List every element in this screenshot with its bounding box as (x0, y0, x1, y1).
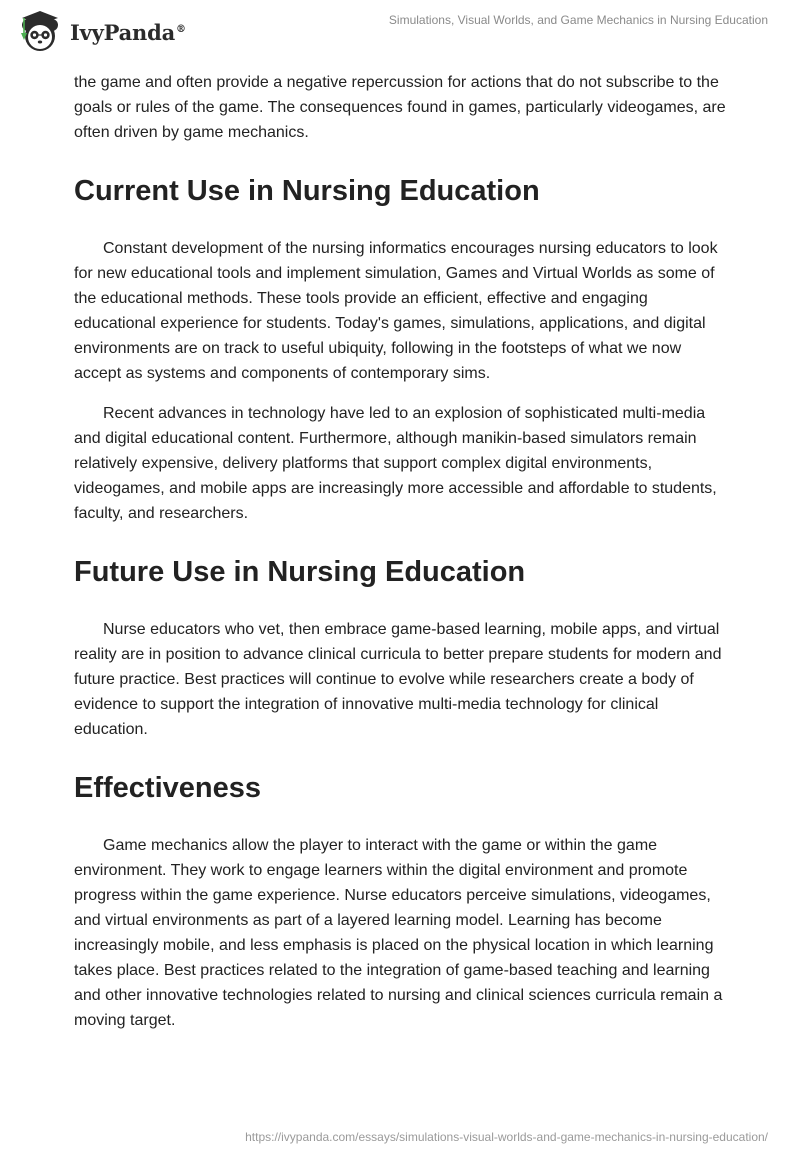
source-url[interactable]: https://ivypanda.com/essays/simulations-visual-worlds-and-game-mechanics-in-nursing-education/ (245, 1130, 768, 1144)
panda-graduate-icon (16, 9, 64, 55)
essay-body (74, 70, 729, 1048)
section-heading-current-use: Current Use in Nursing Education (74, 175, 540, 207)
section-paragraph: Game mechanics allow the player to interact with the game or within the game environment. They work to engage learners within the digital environment and promote progress within the game experience. Nurse educators perceive simulations, videogames, and virtual environments as part of a layered learning model. Learning has become increasingly mobile, and less emphasis is placed on the physical location in which learning takes place. Best practices related to the integration of game-based teaching and learning and other innovative technologies related to nursing and clinical sciences curricula remain a moving target. (74, 837, 723, 1029)
section-paragraph: Recent advances in technology have led to an explosion of sophisticated multi-media and digital educational content. Furthermore, although manikin-based simulators remain relatively expensive, delivery platforms that support complex digital environments, videogames, and mobile apps are increasingly more accessible and affordable to students, faculty, and researchers. (74, 405, 717, 522)
ivypanda-logo[interactable] (16, 8, 186, 56)
section-heading-future-use: Future Use in Nursing Education (74, 556, 526, 588)
brand-name: IvyPanda® (70, 19, 186, 45)
section-heading-effectiveness: Effectiveness (74, 772, 261, 804)
intro-paragraph: the game and often provide a negative repercussion for actions that do not subscribe to the goals or rules of the game. The consequences found in games, particularly videogames, are often driven by game mechanics. (74, 74, 726, 141)
document-title: Simulations, Visual Worlds, and Game Mechanics in Nursing Education (388, 13, 768, 27)
section-paragraph: Constant development of the nursing informatics encourages nursing educators to look for new educational tools and implement simulation, Games and Virtual Worlds as some of the educational methods. These tools provide an efficient, effective and engaging educational experience for students. Today's games, simulations, applications, and digital environments are on track to useful ubiquity, following in the footsteps of what we now accept as systems and components of contemporary sims. (74, 240, 718, 382)
section-paragraph: Nurse educators who vet, then embrace game-based learning, mobile apps, and virtual reality are in position to advance clinical curricula to better prepare students for modern and future practice. Best practices will continue to evolve while researchers create a body of evidence to support the integration of innovative multi-media technology for clinical education. (74, 621, 722, 738)
